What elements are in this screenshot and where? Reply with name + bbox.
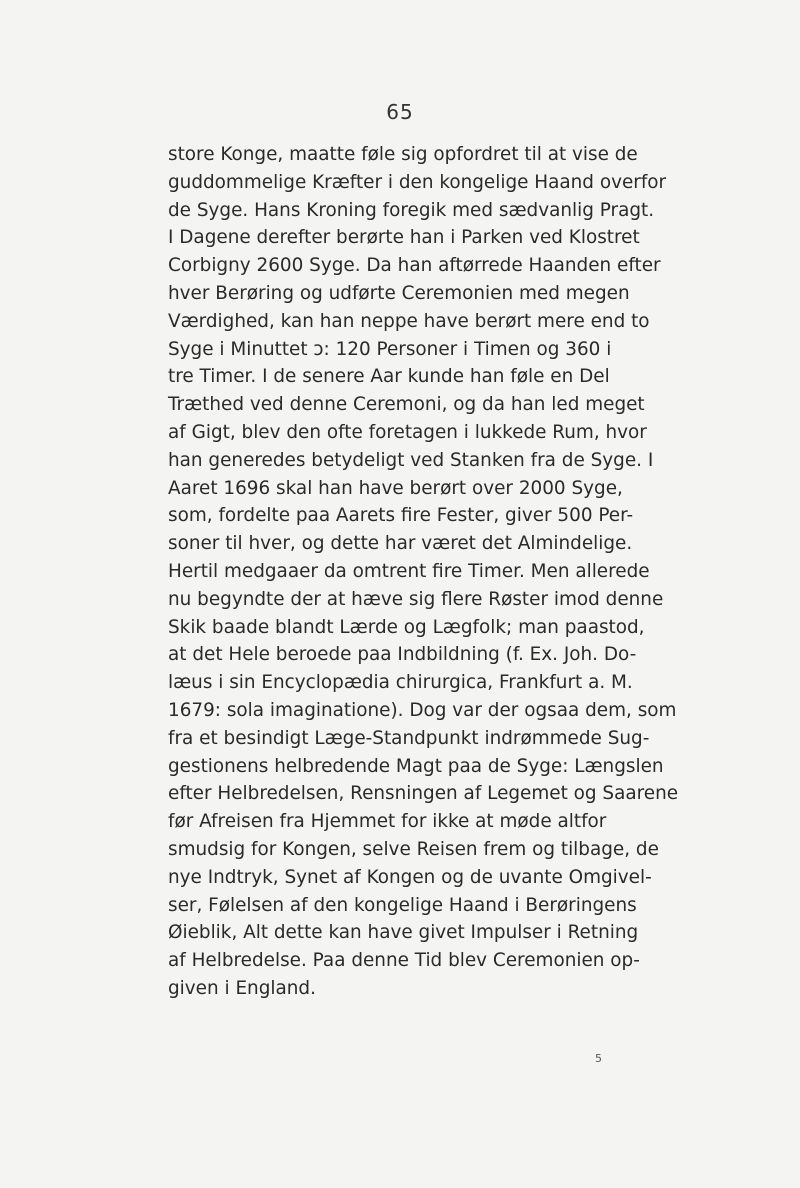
text-line: Aaret 1696 skal han have berørt over 2000 Syge, <box>168 477 623 499</box>
text-line: af Gigt, blev den ofte foretagen i lukkede Rum, hvor <box>168 421 647 443</box>
text-line: Skik baade blandt Lærde og Lægfolk; man paastod, <box>168 616 645 638</box>
text-line: som, fordelte paa Aarets fire Fester, giver 500 Per- <box>168 505 634 527</box>
text-line: store Konge, maatte føle sig opfordret til at vise de <box>168 144 638 165</box>
text-line: Syge i Minuttet ɔ: 120 Personer i Timen og 360 i <box>168 338 612 360</box>
text-line: gestionens helbredende Magt paa de Syge: Længslen <box>168 755 664 777</box>
text-line: efter Helbredelsen, Rensningen af Legemet og Saarene <box>168 783 679 805</box>
text-line: han generedes betydeligt ved Stanken fra de Syge. I <box>168 449 654 471</box>
text-line: Træthed ved denne Ceremoni, og da han led meget <box>168 394 645 416</box>
text-line: guddommelige Kræfter i den kongelige Haand overfor <box>168 171 667 193</box>
text-line: ser, Følelsen af den kongelige Haand i Berøringens <box>168 894 637 916</box>
text-line: nye Indtryk, Synet af Kongen og de uvante Omgivel- <box>168 866 652 888</box>
text-line: tre Timer. I de senere Aar kunde han føle en Del <box>168 366 610 388</box>
text-line: Corbigny 2600 Syge. Da han aftørrede Haanden efter <box>168 255 661 277</box>
body-text <box>168 141 679 1003</box>
text-line: Øieblik, Alt dette kan have givet Impulser i Retning <box>168 922 639 944</box>
text-line: 1679: sola imaginatione). Dog var der ogsaa dem, som <box>168 699 677 721</box>
page-number: 65 <box>386 100 414 124</box>
text-line: de Syge. Hans Kroning foregik med sædvanlig Pragt. <box>168 199 655 221</box>
text-line: hver Berøring og udførte Ceremonien med megen <box>168 282 630 304</box>
text-line: given i England. <box>168 977 316 999</box>
text-line: læus i sin Encyclopædia chirurgica, Frankfurt a. M. <box>168 672 633 694</box>
text-line: at det Hele beroede paa Indbildning (f. Ex. Joh. Do- <box>168 644 637 666</box>
text-line: af Helbredelse. Paa denne Tid blev Ceremonien op- <box>168 950 640 972</box>
signature-mark: 5 <box>595 1052 602 1065</box>
text-line: smudsig for Kongen, selve Reisen frem og tilbage, de <box>168 838 659 860</box>
text-line: I Dagene derefter berørte han i Parken ved Klostret <box>168 227 640 249</box>
text-line: Hertil medgaaer da omtrent fire Timer. Men allerede <box>168 560 650 582</box>
text-line: soner til hver, og dette har været det Almindelige. <box>168 533 633 555</box>
text-line: fra et besindigt Læge-Standpunkt indrømmede Sug- <box>168 727 650 749</box>
text-line: Værdighed, kan han neppe have berørt mere end to <box>168 310 650 332</box>
text-line: før Afreisen fra Hjemmet for ikke at møde altfor <box>168 811 607 833</box>
text-line: nu begyndte der at hæve sig flere Røster imod denne <box>168 588 664 610</box>
